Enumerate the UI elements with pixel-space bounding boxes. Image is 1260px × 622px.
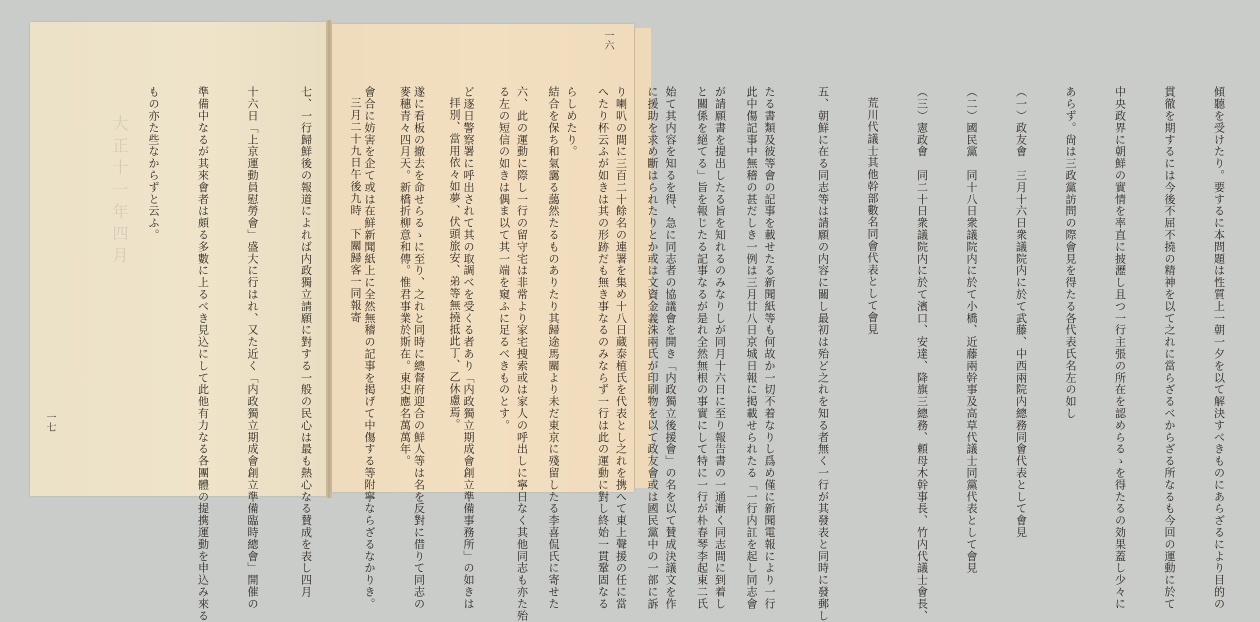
letter-signature: 三月二十九日午後九時 下關歸客一同報寄 — [349, 97, 362, 324]
left-page-number: 一七 — [44, 412, 55, 432]
text-line: （一）政友會 三月十六日衆議院内に於て武藤、中西兩院内總務同會代表として會見 — [1014, 86, 1028, 539]
poem-line: 麥穗青々四月天。新橋折柳意和傳。惟君事業於斯在。東史應名萬萬年。 — [398, 86, 412, 467]
right-page-number: 一六 — [602, 30, 613, 50]
text-line: る左の短信の如きは偶ま以て其一端を窺ふに足るべきものとす。 — [497, 86, 511, 432]
text-line: たる書類及彼等會の記事を載せたる新聞紙等も何故か一切不着なりし爲め僅に新聞電報により一行 — [763, 86, 776, 610]
section-heading-6: 六、此の運動に際し一行の留守宅は非常より家宅捜索或は家人の呼出しに寧日なく其他同志も亦た殆 — [515, 86, 529, 622]
text-line: に援助を求め斷はられたりとか或は文資金義洙兩氏が印刷物を以て政友會或は國民黨中の一部に訴 — [646, 86, 659, 610]
text-line: 結合を保ち和氣靄る藹然たるものありたり其歸途馬關より未だ東京に殘留したる李喜侃氏に寄せた — [547, 86, 560, 610]
text-line: 準備中なるが其來會者は頗る多數に上るべき見込にして此他有力なる各團體の提携運動を申込み來る — [196, 86, 210, 622]
left-page-body — [128, 86, 792, 622]
text-line: 十六日「上京運動員慰勞會」盛大に行はれ、又た近く「内政獨立期成會創立準備臨時總會」開催の — [246, 86, 259, 610]
text-line: らしめたり。 — [565, 86, 578, 158]
faded-stamp: 大正十一年四月 — [110, 115, 129, 269]
text-line: 中央政界に朝鮮の實情を率直に披瀝し且つ一行主張の所在を認めらるゝを得たるの効果蓋し少々に — [1113, 86, 1127, 610]
text-line: 貫徹を期するには今後不屈不撓の精神を以て之れに當らざるべからざる所なるも今回の運動に於て — [1163, 86, 1176, 610]
text-line: 始て其内容を知るを得、急に同志者の協議會を開き「内政獨立後援會」の名を以て賛成決議文を作 — [664, 86, 677, 610]
text-line: へたり杯云ふが如きは其の形跡だも無き事なるのみならず一行は此の運動に對し終始一貫鞏固なる — [596, 86, 610, 610]
text-line: が請願書を提出したる旨を知れるのみなりしが同月十六日に至り報告書の一通漸く同志間に到着し — [713, 86, 727, 610]
section-heading-7: 七、一行歸鮮後の報道によれば内政獨立請願に對する一般の民心は最も熱心なる賛成を表し四月 — [299, 86, 313, 598]
text-line: 荒川代議士其他幹部數名同會代表として會見 — [866, 97, 879, 335]
text-line: あらず。尙は三政黨訪問の際會見を得たる各代表氏名左の如し — [1064, 86, 1077, 420]
text-line: と關係を絕てる」旨を報じたる記事なるが是れ全然無根の事實にして特に一行が朴春琴李起東二氏 — [695, 86, 709, 610]
text-line: 此中傷記事中無稽の甚だしき一例は三月廿八日京城日報に掲載せられたる「一行内訌を起し同志會 — [745, 86, 758, 610]
letter-line: 拝別、當用依々如夢、伏頭旅安、弟等無撓抵此丁、乙休慮焉。 — [448, 97, 461, 431]
section-heading-5: 五、朝鮮に在る同志等は請願の内容に關し最初は殆ど之れを知る者無く一行が其發表と同時に發郵し — [816, 86, 830, 622]
text-line: （二）國民黨 同十八日衆議院内に於て小橋、近藤兩幹事及高草代議士同黨代表として會見 — [965, 86, 978, 574]
text-line: ど逐日警察署に呼出されて其の取調べを受くる者あり「内政獨立期成會創立準備事務所」の如きは — [462, 86, 475, 610]
text-line: 遂に看板の撤去を命せらるゝに至り、之れと同時に總督府迎合の鮮人等は名を反對に借りて同志の — [412, 86, 426, 610]
text-line: 傾聽を受けたり。要するに本問題は性質上一朝一夕を以て解決すべきものにあらざるにより目的の — [1212, 86, 1226, 610]
text-line: り喇叭の間に三百二十餘名の連署を集め十八日蔵泰植氏を代表とし之れを携へて東上聲援の任に當 — [614, 86, 628, 610]
text-line: もの亦た些なからずと云ふ。 — [147, 86, 160, 241]
text-line: 會合に妨害を企て或は在鮮新聞紙上に全然無稽の記事を掲げて中傷する等附寧ならざるなかりき。 — [363, 86, 376, 610]
text-line: （三）憲政會 同二十日衆議院内に於て濱口、安達、降旗三總務、頼母木幹事長、竹内代議士會長、 — [915, 86, 929, 622]
